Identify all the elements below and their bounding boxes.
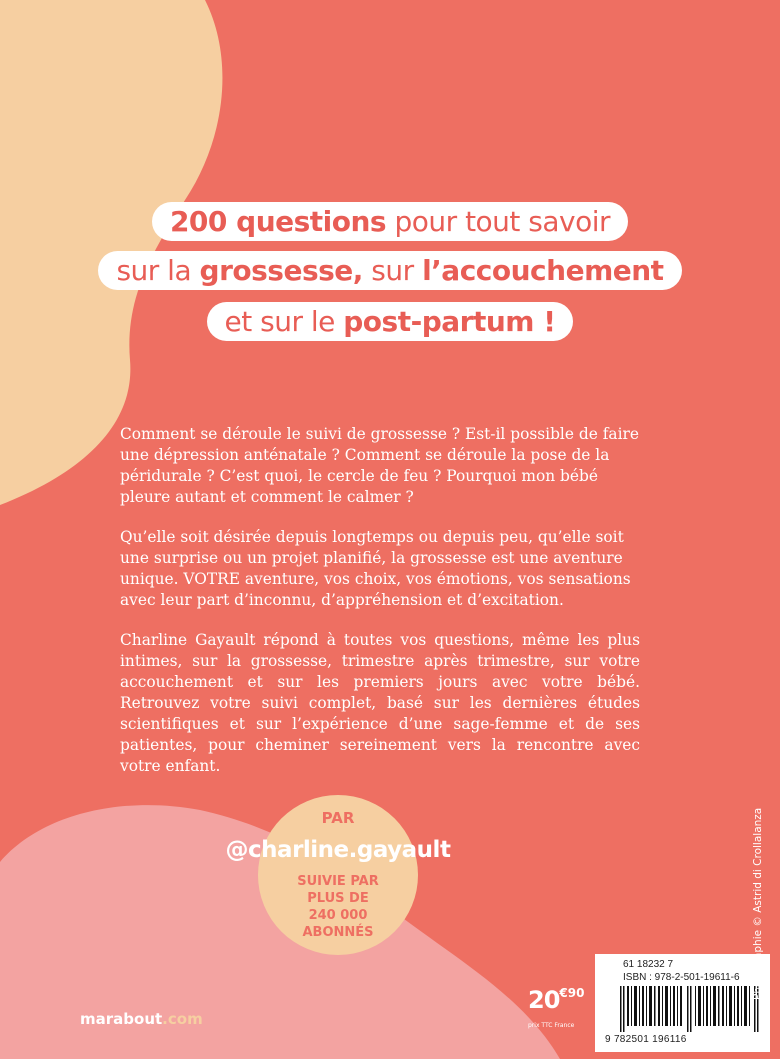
publisher-suffix: .com [162, 1010, 203, 1028]
publisher-logo [80, 1010, 203, 1028]
headline-text: sur la [116, 254, 200, 287]
badge-par: PAR [321, 809, 355, 827]
headline-bold-questions: 200 questions [169, 205, 387, 238]
headline-bold-grossesse: grossesse, [199, 254, 363, 287]
badge-line: SUIVIE PAR [297, 874, 379, 889]
headline-line-1 [0, 202, 780, 241]
price-tag [528, 986, 585, 1029]
barcode-bars [620, 986, 760, 1032]
barcode-code: 61 18232 7 [623, 959, 674, 970]
headline-bold-post-partum: post-partum ! [343, 305, 556, 338]
price-euros: 20 [528, 986, 560, 1014]
price-cents: 90 [567, 986, 585, 1000]
headline-text: et sur le [224, 305, 344, 338]
headline-line-3 [0, 302, 780, 341]
back-cover-text [120, 424, 640, 796]
price-currency: € [559, 986, 568, 1000]
badge-line: ABONNÉS [302, 925, 374, 940]
publisher-name: marabout [80, 1010, 163, 1028]
author-badge [225, 795, 451, 955]
barcode-isbn: ISBN : 978-2-501-19611-6 [623, 972, 740, 983]
badge-line: 240 000 [308, 908, 368, 923]
headline-line-2 [0, 251, 780, 290]
headline-text: pour tout savoir [386, 205, 611, 238]
badge-line: PLUS DE [307, 891, 369, 906]
badge-followers [258, 873, 418, 941]
headline-bold-accouchement: l’accouchement [422, 254, 664, 287]
badge-handle: @charline.gayault [225, 837, 451, 863]
barcode-panel [595, 954, 770, 1052]
price-note: prix TTC France [528, 1022, 575, 1029]
paragraph-questions: Comment se déroule le suivi de grossesse ? Est-il possible de faire une dépression anténatale ? Comment se déroule la pose de la péridurale ? C’est quoi, le cercle de feu ? Pourquoi mon bébé pleure autant et comment le calmer ? [120, 425, 639, 506]
photo-credit: Photographie © Astrid di Crollalanza [752, 807, 764, 1000]
paragraph-author: Charline Gayault répond à toutes vos questions, même les plus intimes, sur la grossesse, trimestre après trimestre, sur votre accouchement et sur les premiers jours avec votre bébé. Retrouvez votre suivi complet, basé sur les dernières études scientifiques et sur l’expérience d’une sage-femme et de ses patientes, pour cheminer sereinement vers la rencontre avec votre enfant. [120, 631, 640, 775]
headline-text: sur [362, 254, 423, 287]
barcode-digits: 9 782501 196116 [605, 1034, 687, 1045]
paragraph-aventure: Qu’elle soit désirée depuis longtemps ou depuis peu, qu’elle soit une surprise ou un projet planifié, la grossesse est une aventure unique. VOTRE aventure, vos choix, vos émotions, vos sensations avec leur part d’inconnu, d’appréhension et d’excitation. [120, 528, 631, 609]
